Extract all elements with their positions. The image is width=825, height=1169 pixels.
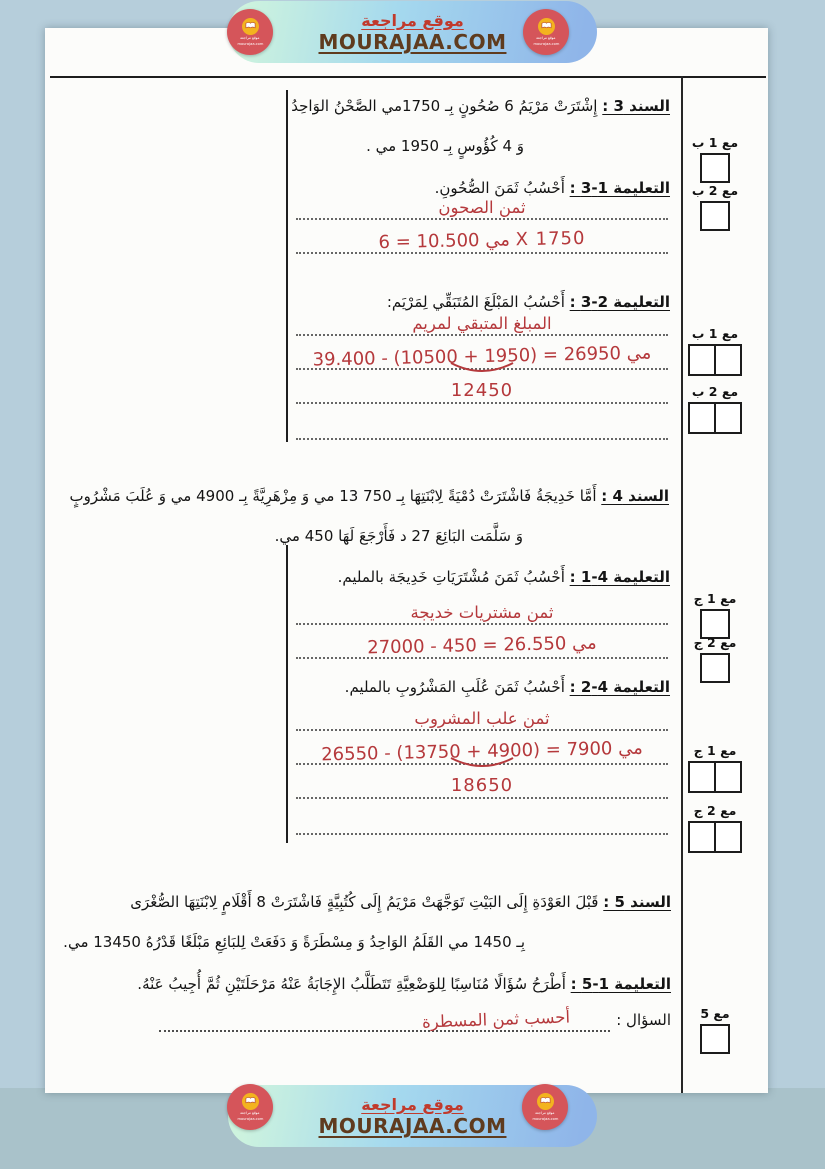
margin-mark — [685, 1006, 745, 1054]
question-label: السؤال : — [616, 1011, 671, 1029]
answer-line — [296, 406, 668, 440]
evaluation-checkbox-double — [688, 402, 742, 434]
section-3-block — [286, 90, 674, 442]
mark-label: مع 1 ب — [691, 326, 739, 341]
evaluation-checkbox — [700, 201, 730, 231]
answer-line — [296, 625, 668, 659]
section-4-block — [286, 545, 674, 843]
question-row — [159, 1000, 671, 1032]
evaluation-checkbox-double — [688, 344, 742, 376]
section-3-statement-line1 — [291, 94, 670, 118]
badge-text-url: mourajaa.com — [237, 1115, 263, 1121]
margin-mark — [685, 135, 745, 183]
mark-label: مع 1 ج — [693, 743, 737, 758]
book-icon — [538, 18, 555, 35]
evaluation-checkbox — [700, 153, 730, 183]
book-icon — [242, 1093, 259, 1110]
margin-mark — [685, 384, 745, 434]
margin-mark — [685, 183, 745, 231]
badge-text-ar: موقع مراجعة — [240, 35, 260, 40]
handwritten-equation: مي 10.500 = 6 X 1750 — [378, 227, 586, 254]
instruction-4-1 — [296, 565, 670, 589]
handwritten-label: ثمن علب المشروب — [414, 709, 550, 728]
instruction-3-1-text: أَحْسُبُ ثَمَنَ الصُّحُونِ. — [434, 179, 565, 197]
section-4-statement-line1 — [69, 484, 669, 508]
margin-mark — [685, 591, 745, 639]
mark-label: مع 1 ب — [691, 135, 739, 150]
margin-mark — [685, 743, 745, 793]
site-logo-badge — [522, 1084, 568, 1130]
instruction-5-1-label: التعليمة 1-5 : — [570, 975, 671, 993]
instruction-4-2 — [296, 675, 670, 699]
mark-label: مع 2 ب — [691, 384, 739, 399]
book-icon — [537, 1093, 554, 1110]
badge-text-url: mourajaa.com — [532, 1115, 558, 1121]
book-icon — [242, 18, 259, 35]
handwritten-subtotal: 18650 — [450, 775, 514, 796]
answer-line — [296, 765, 668, 799]
instruction-3-2-text: أَحْسُبُ المَبْلَغَ المُتَبَقِّي لِمَرْيَم: — [386, 293, 565, 311]
instruction-5-1 — [81, 972, 671, 996]
answer-line — [296, 370, 668, 404]
section-5-block — [63, 884, 675, 1054]
site-logo-badge — [227, 1084, 273, 1130]
badge-text-ar: موقع مراجعة — [535, 1110, 555, 1115]
dotted-line — [296, 402, 668, 404]
handwritten-label: ثمن مشتريات خديجة — [410, 603, 554, 622]
instruction-3-1-label: التعليمة 1-3 : — [569, 179, 670, 197]
answer-line — [296, 220, 668, 254]
evaluation-checkbox-double — [688, 821, 742, 853]
instruction-4-1-text: أَحْسُبُ ثَمَنَ مُشْتَرَيَاتِ خَدِيجَة بالمليم. — [337, 568, 565, 586]
site-logo-badge — [523, 9, 569, 55]
worksheet-paper — [45, 28, 768, 1093]
instruction-4-1-label: التعليمة 4-1 : — [569, 568, 670, 586]
site-logo-badge — [227, 9, 273, 55]
answer-line — [296, 697, 668, 731]
answer-line — [296, 591, 668, 625]
badge-text-url: mourajaa.com — [237, 40, 263, 46]
answer-line — [296, 302, 668, 336]
badge-text-ar: موقع مراجعة — [240, 1110, 260, 1115]
section-4-text: أَمَّا خَدِيجَةُ فَاشْتَرَتْ دُمْيَةً لِابْنَتِهَا بِـ 13 750 مي وَ مِزْهَرِيَّةً بِـ 4900 مي وَ عُلَبَ مَشْرُوبٍ — [69, 487, 597, 505]
instruction-3-2-label: التعليمة 2-3 : — [569, 293, 670, 311]
badge-text-url: mourajaa.com — [533, 40, 559, 46]
answer-line — [296, 801, 668, 835]
dotted-line — [159, 1000, 610, 1032]
instruction-4-2-label: التعليمة 4-2 : — [569, 678, 670, 696]
site-url-link[interactable]: MOURAJAA.COM — [318, 1113, 507, 1138]
instruction-4-2-text: أَحْسُبُ ثَمَنَ عُلَبِ المَشْرُوبِ بالمليم. — [344, 678, 565, 696]
section-4-title: السند 4 : — [601, 487, 669, 505]
section-5-title: السند 5 : — [603, 893, 671, 911]
section-3-statement-line2: وَ 4 كُؤُوسٍ بِـ 1950 مي . — [366, 137, 524, 155]
margin-mark — [685, 803, 745, 853]
handwritten-equation: مي 26.550 = 450 - 27000 — [367, 632, 597, 659]
handwritten-equation: مي 26950 = (1950 + 10500) - 39.400 — [312, 342, 652, 371]
section-5-text: قَبْلَ العَوْدَةِ إِلَى البَيْتِ تَوَجَّهَتْ مَرْيَمُ إِلَى كُتُبِيَّةٍ فَاشْتَرَتْ 8 أَقْلَامٍ لِابْنَتِهَا الصُّغْرَى — [130, 893, 599, 911]
handwritten-equation: مي 7900 = (4900 + 13750) - 26550 — [321, 737, 643, 766]
instruction-5-1-text: أَطْرَحُ سُؤَالًا مُنَاسِبًا لِلوَضْعِيَّةِ تَتَطَلَّبُ الإِجَابَةُ عَنْهُ مَرْحَلَتَيْنِ ثُمَّ أُجِيبُ عَنْهُ. — [137, 975, 566, 993]
evaluation-checkbox-double — [688, 761, 742, 793]
dotted-line — [296, 833, 668, 835]
mark-label: مع 2 ج — [693, 803, 737, 818]
top-rule — [50, 76, 766, 78]
handwritten-subtotal: 12450 — [450, 380, 514, 401]
section-4-statement-line2: وَ سَلَّمَت البَائِعَ 27 د فَأَرْجَعَ لَهَا 450 مي. — [274, 527, 523, 545]
margin-mark — [685, 326, 745, 376]
site-url-link[interactable]: MOURAJAA.COM — [318, 29, 507, 54]
evaluation-checkbox — [700, 1024, 730, 1054]
handwritten-label: ثمن الصحون — [438, 198, 526, 217]
mark-label: مع 1 ج — [693, 591, 737, 606]
section-5-statement-line2: بِـ 1450 مي القَلَمُ الوَاحِدُ وَ مِسْطَرَةً وَ دَفَعَتْ لِلبَائِعِ مَبْلَغًا قَدْرُهُ 13450 مي. — [63, 933, 525, 951]
badge-text-ar: موقع مراجعة — [536, 35, 556, 40]
site-name-arabic: موقع مراجعة — [361, 1094, 464, 1114]
section-3-text: إِشْتَرَتْ مَرْيَمُ 6 صُحُونٍ بِـ 1750مي الصَّحْنُ الوَاحِدُ — [291, 97, 598, 115]
dotted-line — [296, 438, 668, 440]
handwritten-question: أحسب ثمن المسطرة — [421, 1007, 570, 1032]
site-name-arabic: موقع مراجعة — [361, 10, 464, 30]
section-3-title: السند 3 : — [602, 97, 670, 115]
mark-label: مع 5 — [700, 1006, 730, 1021]
mark-label: مع 2 ج — [693, 635, 737, 650]
mark-label: مع 2 ب — [691, 183, 739, 198]
handwritten-brace — [448, 361, 516, 377]
evaluation-checkbox — [700, 653, 730, 683]
handwritten-brace — [448, 756, 516, 772]
dotted-line — [296, 797, 668, 799]
answer-line — [296, 186, 668, 220]
margin-divider-line — [681, 76, 683, 1093]
margin-mark — [685, 635, 745, 683]
handwritten-label: المبلغ المتبقي لمريم — [412, 314, 552, 333]
section-5-statement-line1 — [81, 890, 671, 914]
